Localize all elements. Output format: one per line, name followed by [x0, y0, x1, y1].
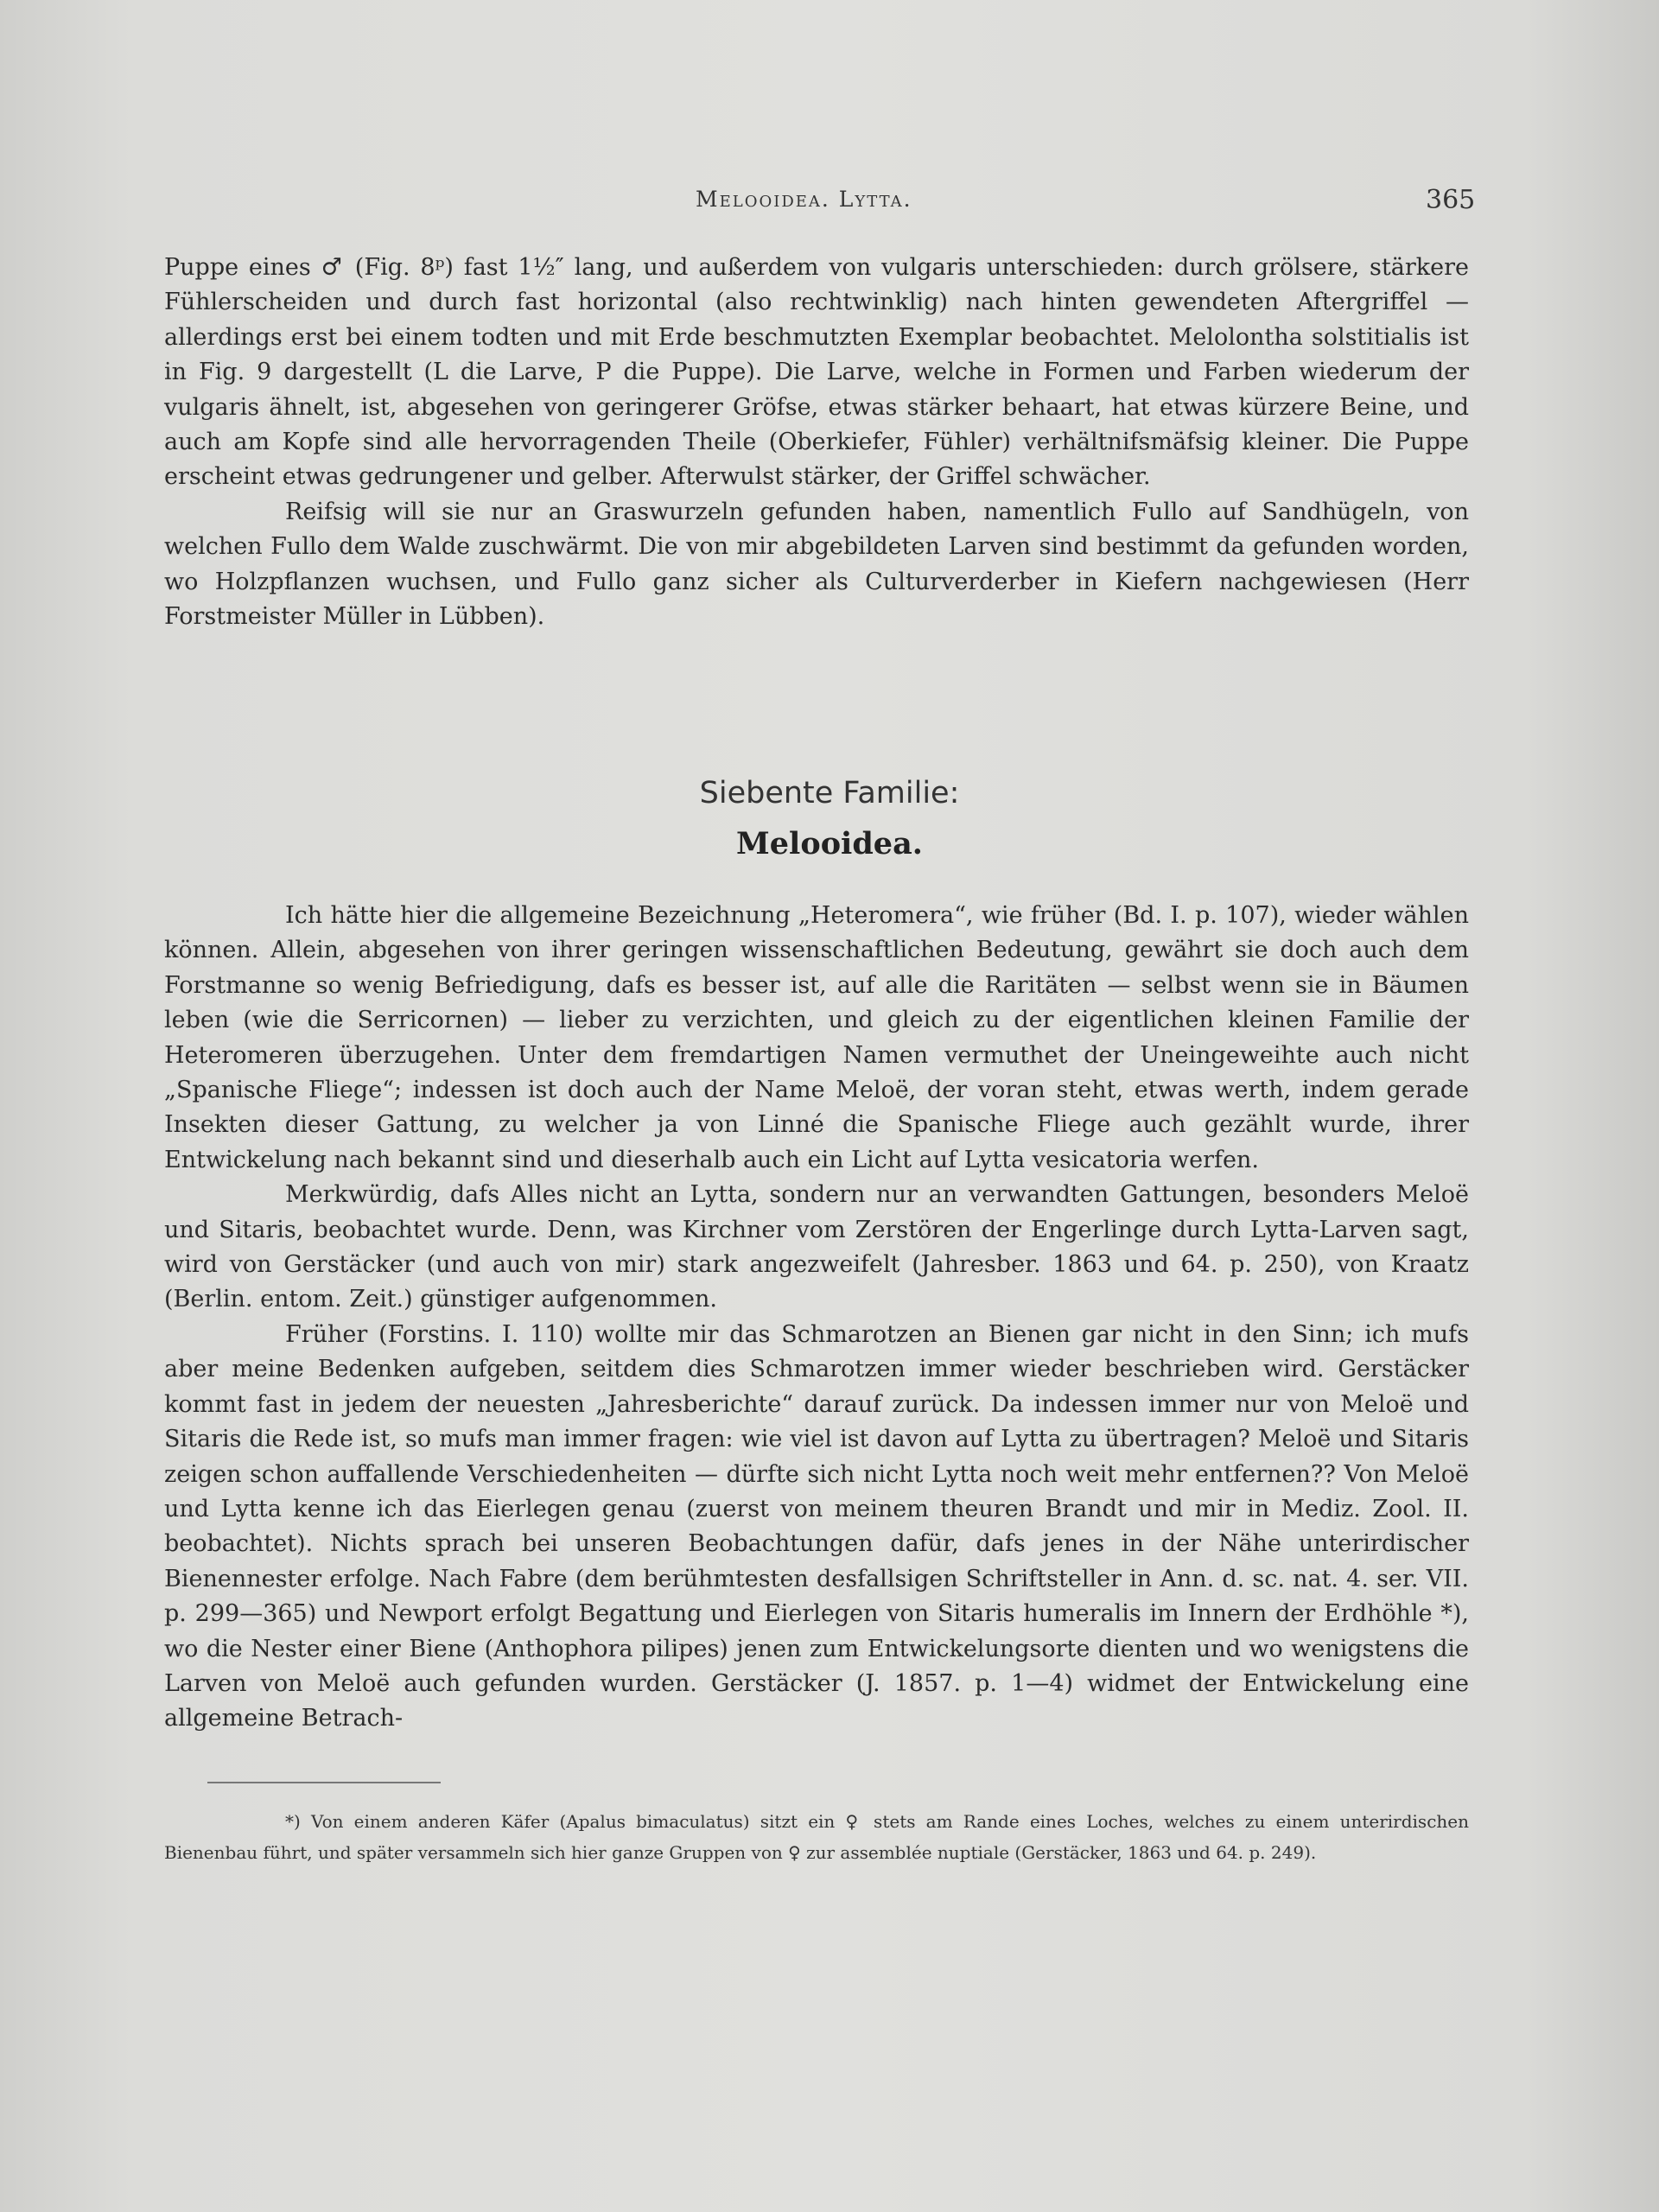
section-title: Siebente Familie:	[699, 776, 960, 810]
running-head: Melooidea. Lytta.	[696, 187, 912, 212]
section-name: Melooidea.	[736, 826, 923, 861]
paragraph: Puppe eines ♂ (Fig. 8ᵖ) fast 1½″ lang, und außerdem von vulgaris unterschieden: durch grölsere, stärkere Fühlerscheiden und durch fast horizontal (also rechtwinklig) nach hinten gewendeten Aftergriffel — allerdings erst bei einem todten und mit Erde beschmutzten Exemplar beobachtet. Melolontha solstitialis ist in Fig. 9 dargestellt (L die Larve, P die Puppe). Die Larve, welche in Formen und Farben wiederum der vulgaris ähnelt, ist, abgesehen von geringerer Gröfse, etwas stärker behaart, hat etwas kürzere Beine, und auch am Kopfe sind alle hervorragenden Theile (Oberkiefer, Fühler) verhältnifsmäfsig kleiner. Die Puppe erscheint etwas gedrungener und gelber. Afterwulst stärker, der Griffel schwächer.	[164, 254, 1469, 491]
paragraph: Reifsig will sie nur an Graswurzeln gefunden haben, namentlich Fullo auf Sandhügeln, von welchen Fullo dem Walde zuschwärmt. Die von mir abgebildeten Larven sind bestimmt da gefunden worden, wo Holzpflanzen wuchsen, und Fullo ganz sicher als Culturverderber in Kiefern nachgewiesen (Herr Forstmeister Müller in Lübben).	[164, 498, 1469, 631]
body-text	[164, 899, 1469, 1737]
paragraph: Ich hätte hier die allgemeine Bezeichnung „Heteromera“, wie früher (Bd. I. p. 107), wieder wählen können. Allein, abgesehen von ihrer geringen wissenschaftlichen Bedeutung, gewährt sie doch auch dem Forstmanne so wenig Befriedigung, dafs es besser ist, auf alle die Raritäten — selbst wenn sie in Bäumen leben (wie die Serricornen) — lieber zu verzichten, und gleich zu der eigentlichen kleinen Familie der Heteromeren überzugehen. Unter dem fremdartigen Namen vermuthet der Uneingeweihte auch nicht „Spanische Fliege“; indessen ist doch auch der Name Meloë, der voran steht, etwas werth, indem gerade Insekten dieser Gattung, zu welcher ja von Linné die Spanische Fliege auch gezählt wurde, ihrer Entwickelung nach bekannt sind und dieserhalb auch ein Licht auf Lytta vesicatoria werfen.	[164, 902, 1469, 1173]
page-number: 365	[1426, 185, 1476, 215]
footnote-divider	[207, 1782, 441, 1783]
intro-text	[164, 251, 1469, 634]
footnote: *) Von einem anderen Käfer (Apalus bimaculatus) sitzt ein ♀ stets am Rande eines Loches, welches zu einem unterirdischen Bienenbau führt, und später versammeln sich hier ganze Gruppen von ♀ zur assemblée nuptiale (Gerstäcker, 1863 und 64. p. 249).	[164, 1811, 1469, 1863]
paragraph: Früher (Forstins. I. 110) wollte mir das Schmarotzen an Bienen gar nicht in den Sinn; ich mufs aber meine Bedenken aufgeben, seitdem dies Schmarotzen immer wieder beschrieben wird. Gerstäcker kommt fast in jedem der neuesten „Jahresberichte“ darauf zurück. Da indessen immer nur von Meloë und Sitaris die Rede ist, so mufs man immer fragen: wie viel ist davon auf Lytta zu übertragen? Meloë und Sitaris zeigen schon auffallende Verschiedenheiten — dürfte sich nicht Lytta noch weit mehr entfernen?? Von Meloë und Lytta kenne ich das Eierlegen genau (zuerst von meinem theuren Brandt und mir in Mediz. Zool. II. beobachtet). Nichts sprach bei unseren Beobachtungen dafür, dafs jenes in der Nähe unterirdischer Bienennester erfolge. Nach Fabre (dem berühmtesten desfallsigen Schriftsteller in Ann. d. sc. nat. 4. ser. VII. p. 299—365) und Newport erfolgt Begattung und Eierlegen von Sitaris humeralis im Innern der Erdhöhle *), wo die Nester einer Biene (Anthophora pilipes) jenen zum Entwickelungsorte dienten und wo wenigstens die Larven von Meloë auch gefunden wurden. Gerstäcker (J. 1857. p. 1—4) widmet der Entwickelung eine allgemeine Betrach-	[164, 1320, 1469, 1732]
paragraph: Merkwürdig, dafs Alles nicht an Lytta, sondern nur an verwandten Gattungen, besonders Meloë und Sitaris, beobachtet wurde. Denn, was Kirchner vom Zerstören der Engerlinge durch Lytta-Larven sagt, wird von Gerstäcker (und auch von mir) stark angezweifelt (Jahresber. 1863 und 64. p. 250), von Kraatz (Berlin. entom. Zeit.) günstiger aufgenommen.	[164, 1181, 1469, 1313]
